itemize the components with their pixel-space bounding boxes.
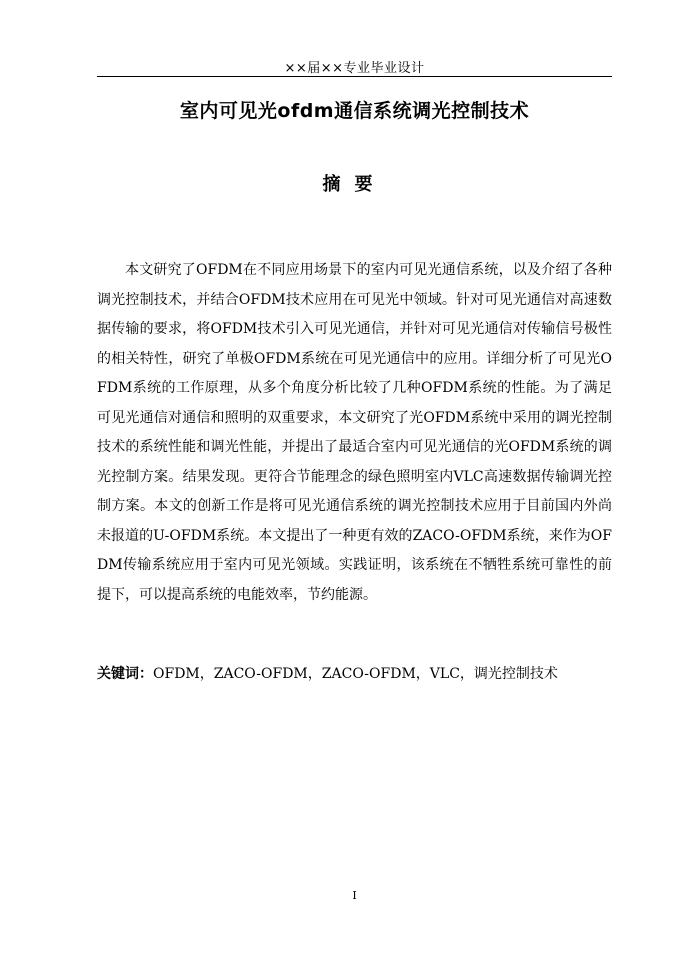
document-title: 室内可见光ofdm通信系统调光控制技术 — [179, 100, 530, 122]
page-number: I — [352, 889, 357, 902]
abstract-heading: 摘要 — [322, 174, 387, 195]
header-rule — [97, 76, 612, 77]
keywords-value: OFDM，ZACO-OFDM，ZACO-OFDM，VLC，调光控制技术 — [153, 666, 558, 682]
abstract-body: 本文研究了OFDM在不同应用场景下的室内可见光通信系统，以及介绍了各种调光控制技术，并结合OFDM技术应用在可见光中领域。针对可见光通信对高速数据传输的要求，将OFDM技术引入可见光通信，并针对可见光通信对传输信号极性的相关特性，研究了单极OFDM系统在可见光通信中的应用。详细分析了可见光OFDM系统的工作原理，从多个角度分析比较了几种OFDM系统的性能。为了满足可见光通信对通信和照明的双重要求，本文研究了光OFDM系统中采用的调光控制技术的系统性能和调光性能，并提出了最适合室内可见光通信的光OFDM系统的调光控制方案。结果发现。更符合节能理念的绿色照明室内VLC高速数据传输调光控制方案。本文的创新工作是将可见光通信系统的调光控制技术应用于目前国内外尚未报道的U-OFDM系统。本文提出了一种更有效的ZACO-OFDM系统，来作为OFDM传输系统应用于室内可见光领域。实践证明，该系统在不牺牲系统可靠性的前提下，可以提高系统的电能效率，节约能源。 — [97, 262, 612, 603]
page-header: ××届××专业毕业设计 — [284, 61, 425, 76]
keywords-label: 关键词： — [97, 666, 153, 682]
keywords-line — [97, 662, 612, 686]
